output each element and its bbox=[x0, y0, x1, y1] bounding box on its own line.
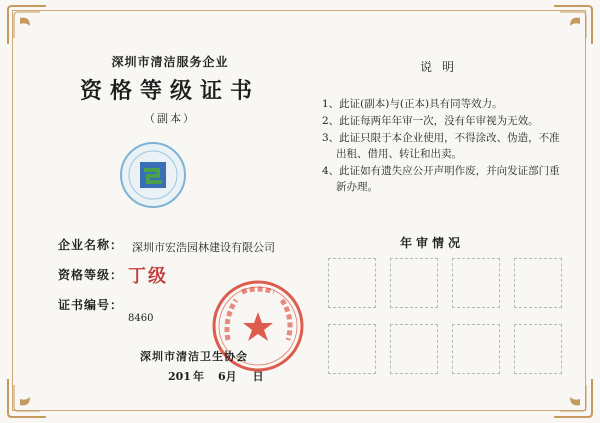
notes-list bbox=[322, 96, 570, 196]
year-char: 年 bbox=[192, 370, 204, 383]
review-box bbox=[390, 324, 438, 374]
issue-date bbox=[168, 368, 264, 384]
certificate-number-label: 证书编号： bbox=[58, 298, 124, 312]
month-char: 月 bbox=[225, 370, 237, 383]
review-box bbox=[514, 258, 562, 308]
certificate-subtitle: （副本） bbox=[144, 112, 196, 125]
association-logo-icon bbox=[118, 140, 188, 210]
notes-title: 说明 bbox=[420, 60, 465, 74]
company-name-label: 企业名称： bbox=[58, 238, 124, 252]
certificate-title: 资格等级证书 bbox=[79, 79, 260, 104]
company-name-value: 深圳市宏浩园林建设有限公司 bbox=[132, 241, 275, 254]
issue-month: 6 bbox=[217, 370, 226, 383]
issue-year: 201 bbox=[168, 370, 191, 383]
review-box bbox=[514, 324, 562, 374]
review-box bbox=[328, 324, 376, 374]
review-box bbox=[452, 258, 500, 308]
grade-label: 资格等级： bbox=[58, 268, 124, 282]
certificate-number-value: 8460 bbox=[128, 313, 154, 324]
review-box bbox=[390, 258, 438, 308]
corner-ornament-icon bbox=[4, 2, 50, 48]
list-item: 4、此证如有遗失应公开声明作废，并向发证部门重新办理。 bbox=[322, 165, 560, 193]
grade-value: 丁级 bbox=[128, 266, 168, 287]
review-box bbox=[452, 324, 500, 374]
issuer-heading: 深圳市清洁服务企业 bbox=[111, 55, 229, 69]
list-item: 2、此证每两年年审一次，没有年审视为无效。 bbox=[322, 115, 539, 127]
annual-review-title: 年审情况 bbox=[400, 236, 465, 250]
review-box bbox=[328, 258, 376, 308]
day-char: 日 bbox=[252, 370, 264, 383]
list-item: 1、此证(副本)与(正本)具有同等效力。 bbox=[322, 98, 503, 110]
annual-review-grid bbox=[328, 258, 572, 384]
issuer-name: 深圳市清洁卫生协会 bbox=[140, 350, 248, 363]
list-item: 3、此证只限于本企业使用，不得涂改、伪造，不准出租、借用、转让和出卖。 bbox=[322, 132, 560, 160]
corner-ornament-icon bbox=[4, 375, 50, 421]
corner-ornament-icon bbox=[550, 2, 596, 48]
